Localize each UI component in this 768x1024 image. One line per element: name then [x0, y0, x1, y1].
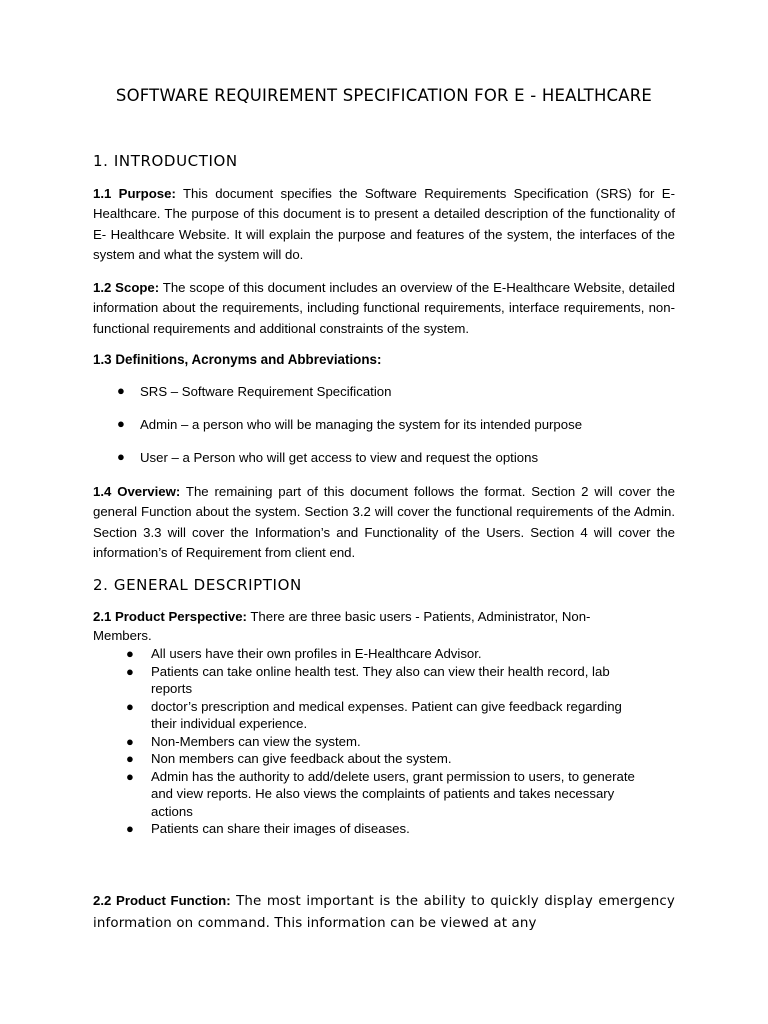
section-heading-introduction: 1. INTRODUCTION: [93, 152, 238, 170]
list-item: ● doctor’s prescription and medical expenses. Patient can give feedback regarding their individual experience.: [126, 698, 622, 731]
document-page: SOFTWARE REQUIREMENT SPECIFICATION FOR E - HEALTHCARE 1. INTRODUCTION 1.1 Purpose: This document specifies the Software Requirements Specification (SRS) for E- Healthcare. The purpose of this document is to present a detailed description of the functionality of E- Healthcare Website. It will explain the purpose and features of the system, the interfaces of the system and what the system will do. 1.2 Scope: The scope of this document includes an overview of the E-Healthcare Website, detailed information about the requirements, including functional requirements, interface requirements, non-functional requirements and additional constraints of the system. 1.3 Definitions, Acronyms and Abbreviations: ● SRS – Software Requirement Specification ● Admin – a person who will be managing the system for its intended purpose ● User – a Person who will get access to view and request the options 1.4 Overview: The remaining part of this document follows the format. Section 2 will cover the general Function about the system. Section 3.2 will cover the functional requirements of the Admin. Section 3.3 will cover the Information’s and Functionality of the Users. Section 4 will cover the information’s of Requirement from client end. 2. GENERAL DESCRIPTION 2.1 Product Perspective: There are three basic users - Patients, Administrator, Non-Members. ● All users have their own profiles in E-Healthcare Advisor. ● Patients can take online health test. They also can view their health record, lab reports ● doctor’s prescription and medical expenses. Patient can give feedback regarding their individual experience. ● Non-Members can view the system. ● Non members can give feedback about the system. ● Admin has the authority to add/delete users, grant permission to users, to generate and view reports. He also views the complaints of patients and takes necessary actions ● Patients can share their images of diseases. 2.2 Product Function: The most important is the ability to quickly display emergency information on command. This information can be viewed at any: [0, 0, 768, 1024]
product-perspective-text: There are three basic users - Patients, Administrator, Non-Members.: [93, 609, 591, 643]
list-item: ● Patients can share their images of diseases.: [126, 821, 410, 836]
bullet-icon: ●: [126, 768, 134, 784]
document-title: SOFTWARE REQUIREMENT SPECIFICATION FOR E - HEALTHCARE: [115, 86, 653, 105]
bullet-icon: ●: [126, 751, 134, 766]
product-perspective-list: [93, 645, 653, 838]
list-item: ● Non-Members can view the system.: [126, 733, 361, 749]
bullet-icon: ●: [126, 663, 134, 679]
purpose-label: 1.1 Purpose:: [93, 186, 176, 201]
product-perspective-label: 2.1 Product Perspective:: [93, 609, 247, 624]
product-function-paragraph: [93, 891, 675, 934]
bullet-icon: ●: [126, 646, 134, 661]
scope-label: 1.2 Scope:: [93, 280, 160, 295]
scope-text: The scope of this document includes an overview of the E-Healthcare Website, detailed information about the requirements, including functional requirements, interface requirements, non-functional requirements and additional constraints of the system.: [93, 280, 675, 336]
list-item: ● Patients can take online health test. They also can view their health record, lab reports: [126, 663, 610, 696]
section-heading-general-description: 2. GENERAL DESCRIPTION: [93, 576, 302, 594]
definitions-heading: 1.3 Definitions, Acronyms and Abbreviations:: [93, 352, 382, 367]
list-item: ● Non members can give feedback about the system.: [126, 751, 452, 766]
list-item: ● All users have their own profiles in E-Healthcare Advisor.: [126, 646, 482, 661]
product-function-label: 2.2 Product Function:: [93, 893, 231, 908]
list-item: ● Admin has the authority to add/delete users, grant permission to users, to generate and view reports. He also views the complaints of patients and takes necessary actions: [126, 768, 635, 819]
bullet-icon: ●: [126, 733, 134, 749]
bullet-icon: ●: [126, 698, 134, 714]
overview-text: The remaining part of this document follows the format. Section 2 will cover the general Function about the system. Section 3.2 will cover the functional requirements of the Admin. Section 3.3 will cover the Information’s and Functionality of the Users. Section 4 will cover the information’s of Requirement from client end.: [93, 484, 675, 560]
bullet-icon: ●: [117, 449, 125, 464]
scope-paragraph: [93, 278, 675, 339]
bullet-icon: ●: [117, 416, 125, 431]
overview-label: 1.4 Overview:: [93, 484, 181, 499]
purpose-text: This document specifies the Software Requirements Specification (SRS) for E- Healthcare. The purpose of this document is to present a detailed description of the functionality of E- Healthcare Website. It will explain the purpose and features of the system, the interfaces of the system and what the system will do.: [93, 186, 675, 262]
purpose-paragraph: [93, 184, 675, 265]
bullet-icon: ●: [126, 821, 134, 836]
overview-paragraph: [93, 482, 675, 563]
product-function-text: The most important is the ability to quickly display emergency information on command. This information can be viewed at any: [93, 894, 676, 931]
product-perspective-paragraph: [93, 607, 623, 645]
bullet-icon: ●: [117, 383, 125, 398]
